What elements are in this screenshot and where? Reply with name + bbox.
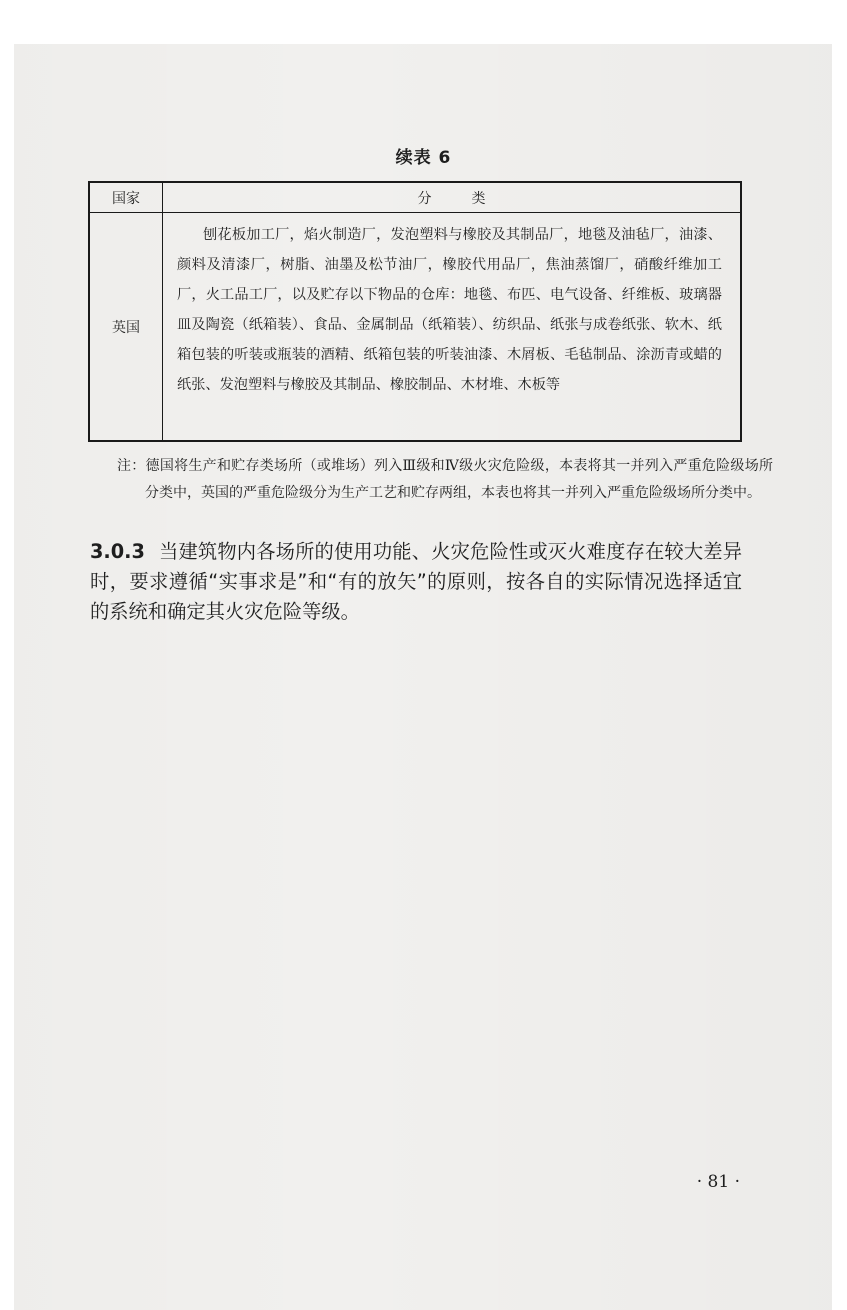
cell-country: 英国 xyxy=(89,213,163,442)
table-caption: 续表 6 xyxy=(395,148,452,168)
table-row xyxy=(89,213,741,442)
cell-category-container xyxy=(163,213,742,442)
table-note: 注：德国将生产和贮存类场所（或堆场）列入Ⅲ级和Ⅳ级火灾危险级，本表将其一并列入严重危险级场所分类中，英国的严重危险级分为生产工艺和贮存两组，本表也将其一并列入严重危险级场所分类中。 xyxy=(117,458,773,501)
clause-number: 3.0.3 xyxy=(90,540,145,563)
table-header-row xyxy=(89,182,741,213)
header-category: 分类 xyxy=(163,182,742,213)
classification-table xyxy=(88,181,742,442)
header-country: 国家 xyxy=(89,182,163,213)
cell-category: 刨花板加工厂，焰火制造厂，发泡塑料与橡胶及其制品厂，地毯及油毡厂，油漆、颜料及清漆厂，树脂、油墨及松节油厂，橡胶代用品厂，焦油蒸馏厂，硝酸纤维加工厂，火工品工厂，以及贮存以下物品的仓库：地毯、布匹、电气设备、纤维板、玻璃器皿及陶瓷（纸箱装）、食品、金属制品（纸箱装）、纺织品、纸张与成卷纸张、软木、纸箱包装的听装或瓶装的酒精、纸箱包装的听装油漆、木屑板、毛毡制品、涂沥青或蜡的纸张、发泡塑料与橡胶及其制品、橡胶制品、木材堆、木板等 xyxy=(177,227,722,393)
clause-text: 当建筑物内各场所的使用功能、火灾危险性或灭火难度存在较大差异时，要求遵循“实事求是”和“有的放矢”的原则，按各自的实际情况选择适宜的系统和确定其火灾危险等级。 xyxy=(90,540,742,623)
page-number: · 81 · xyxy=(696,1172,740,1192)
clause-paragraph xyxy=(90,537,742,627)
